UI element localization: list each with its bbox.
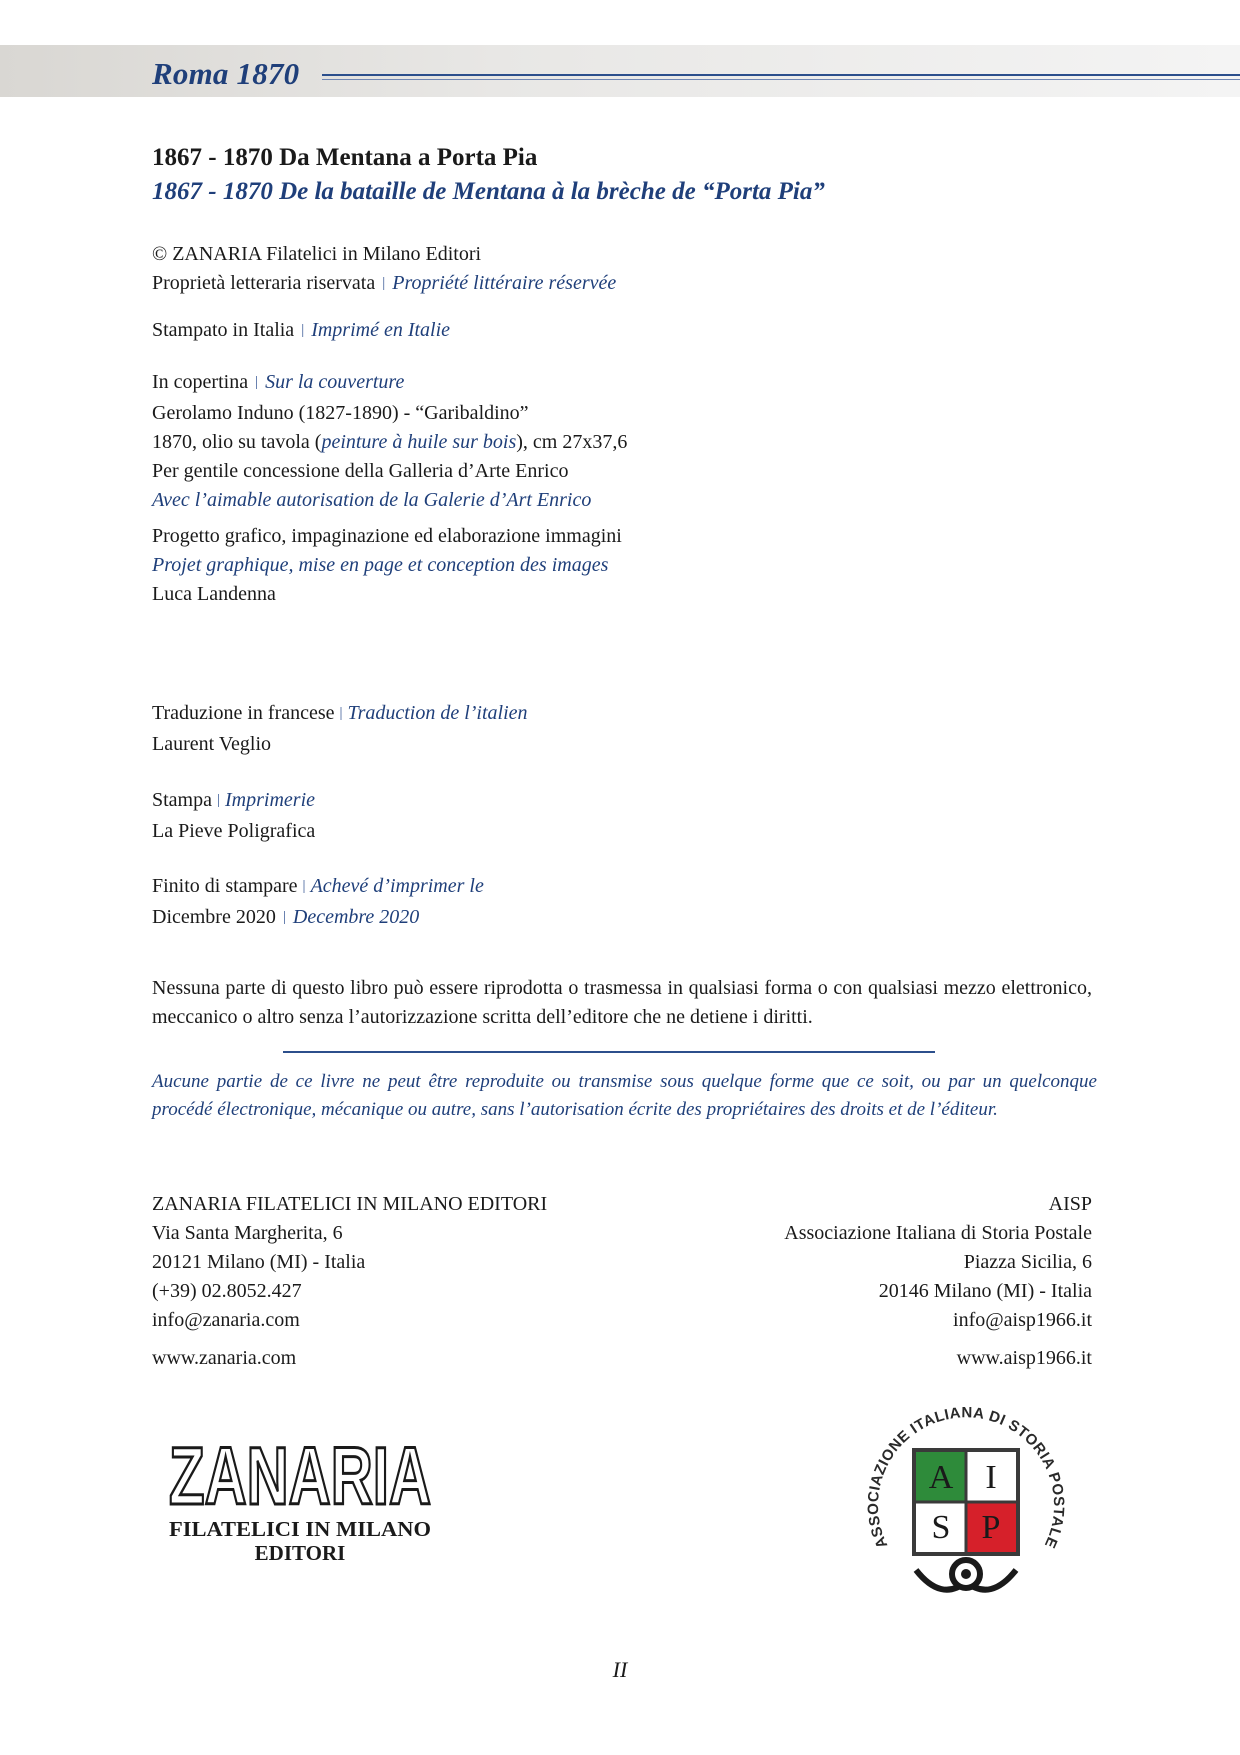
zanaria-logo-line2: EDITORI — [254, 1541, 346, 1565]
finished-date-italian: Dicembre 2020 — [152, 906, 276, 928]
print-line — [152, 786, 315, 817]
cover-details — [152, 428, 627, 457]
separator: | — [339, 705, 343, 721]
separator: | — [255, 374, 259, 390]
zanaria-logo-line1: FILATELICI IN MILANO — [169, 1517, 431, 1541]
running-header-title: Roma 1870 — [152, 56, 300, 91]
rights-line — [152, 269, 616, 300]
printed-italian: Stampato in Italia — [152, 319, 295, 341]
printed-french: Imprimé en Italie — [311, 319, 451, 341]
cover-label-italian: In copertina — [152, 371, 249, 393]
association-street: Piazza Sicilia, 6 — [963, 1251, 1092, 1273]
zanaria-logo — [160, 1430, 440, 1570]
publisher-website: www.zanaria.com — [152, 1347, 297, 1369]
translation-italian: Traduzione in francese — [152, 702, 335, 724]
finished-french: Achevé d’imprimer le — [310, 875, 484, 897]
copyright-notice-french: Aucune partie de ce livre ne peut être reproduite ou transmise sous quelque forme que ce soit, ou par un quelconque procédé électronique, mécanique ou autre, sans l’autorisation écrite des propriétaires des droits et de l’éditeur. — [152, 1071, 1097, 1120]
cover-block — [152, 368, 627, 515]
notice-divider — [283, 1051, 935, 1053]
association-city: 20146 Milano (MI) - Italia — [878, 1280, 1092, 1302]
aisp-logo-letter-a: A — [928, 1459, 954, 1496]
design-name: Luca Landenna — [152, 583, 276, 605]
cover-details-b: ), cm 27x37,6 — [516, 431, 628, 453]
zanaria-logo-word: ZANARIA — [169, 1431, 431, 1522]
print-italian: Stampa — [152, 789, 212, 811]
cover-courtesy-italian: Per gentile concessione della Galleria d’Arte Enrico — [152, 460, 569, 482]
book-title-french: 1867 - 1870 De la bataille de Mentana à la brèche de “Porta Pia” — [152, 178, 825, 205]
header-rule-thin — [322, 79, 1240, 80]
print-french: Imprimerie — [225, 789, 315, 811]
publisher-street: Via Santa Margherita, 6 — [152, 1222, 343, 1244]
printed-block — [152, 316, 450, 347]
separator: | — [382, 275, 386, 291]
publisher-city: 20121 Milano (MI) - Italia — [152, 1251, 366, 1273]
finished-date-line — [152, 903, 484, 934]
design-block — [152, 522, 622, 609]
association-name: AISP — [1048, 1193, 1092, 1215]
association-full-name: Associazione Italiana di Storia Postale — [784, 1222, 1092, 1244]
separator: | — [217, 792, 221, 808]
printed-line — [152, 316, 450, 347]
publisher-address — [152, 1190, 547, 1373]
design-french: Projet graphique, mise en page et conception des images — [152, 554, 609, 576]
print-block — [152, 786, 315, 846]
posthorn-icon — [916, 1560, 1016, 1590]
design-italian: Progetto grafico, impaginazione ed elaborazione immagini — [152, 525, 622, 547]
association-website: www.aisp1966.it — [956, 1347, 1092, 1369]
aisp-logo-ring-text: ASSOCIAZIONE ITALIANA DI STORIA POSTALE — [864, 1404, 1068, 1551]
separator: | — [282, 909, 286, 925]
cover-label-french: Sur la couverture — [265, 371, 405, 393]
aisp-logo-letter-s: S — [931, 1509, 951, 1546]
cover-artwork: Gerolamo Induno (1827-1890) - “Garibaldino” — [152, 402, 529, 424]
publisher-name: ZANARIA FILATELICI IN MILANO EDITORI — [152, 1193, 548, 1215]
publisher-phone: (+39) 02.8052.427 — [152, 1280, 302, 1302]
separator: | — [301, 322, 305, 338]
cover-details-french: peinture à huile sur bois — [321, 431, 517, 453]
translation-name: Laurent Veglio — [152, 733, 272, 755]
association-address — [784, 1190, 1092, 1373]
cover-details-a: 1870, olio su tavola ( — [152, 431, 322, 453]
aisp-logo — [846, 1392, 1086, 1610]
aisp-logo-letter-i: I — [985, 1459, 997, 1496]
cover-courtesy-french: Avec l’aimable autorisation de la Galerie d’Art Enrico — [152, 489, 592, 511]
publisher-email: info@zanaria.com — [152, 1309, 300, 1331]
copyright-line: © ZANARIA Filatelici in Milano Editori — [152, 243, 482, 265]
finished-block — [152, 872, 484, 934]
finished-date-french: Decembre 2020 — [292, 906, 420, 928]
translation-french: Traduction de l’italien — [347, 702, 528, 724]
translation-line — [152, 699, 528, 730]
copyright-block — [152, 240, 616, 300]
print-name: La Pieve Poligrafica — [152, 820, 316, 842]
rights-french: Propriété littéraire réservée — [392, 272, 617, 294]
separator: | — [302, 878, 306, 894]
rights-italian: Proprietà letteraria riservata — [152, 272, 376, 294]
cover-label-line — [152, 368, 627, 399]
book-title-italian: 1867 - 1870 Da Mentana a Porta Pia — [152, 144, 538, 171]
translation-block — [152, 699, 528, 759]
finished-line — [152, 872, 484, 903]
page-number: II — [612, 1657, 628, 1682]
finished-italian: Finito di stampare — [152, 875, 298, 897]
association-email: info@aisp1966.it — [953, 1309, 1092, 1331]
header-rule — [322, 74, 1240, 76]
aisp-logo-letter-p: P — [981, 1509, 1001, 1546]
copyright-notice-italian: Nessuna parte di questo libro può essere riprodotta o trasmessa in qualsiasi forma o con qualsiasi mezzo elettronico, meccanico o altro senza l’autorizzazione scritta dell’editore che ne detiene i diritti. — [152, 977, 1092, 1028]
